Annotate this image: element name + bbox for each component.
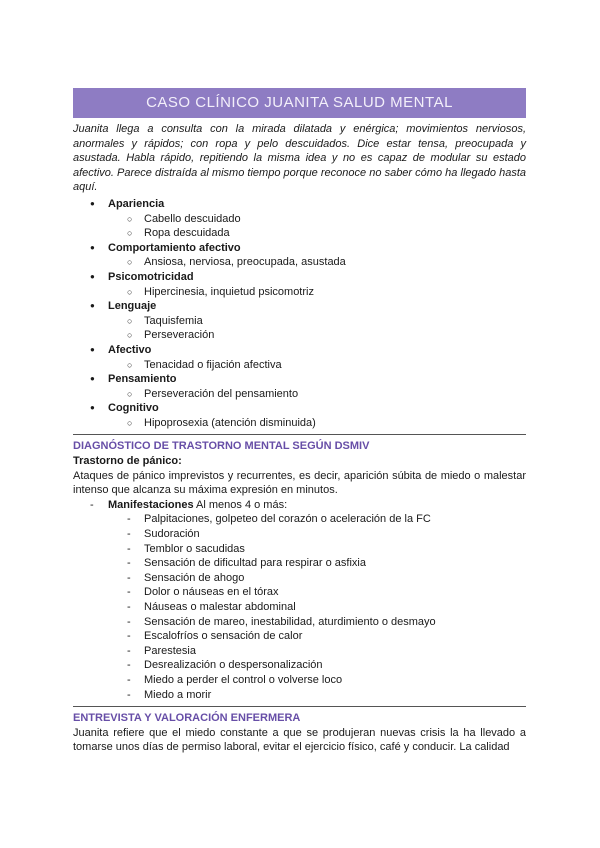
exam-sublist (108, 314, 526, 343)
exam-finding: ○ Tenacidad o fijación afectiva (108, 358, 526, 373)
exam-category-label: Comportamiento afectivo (108, 241, 241, 254)
section-divider (73, 706, 526, 707)
exam-category (73, 241, 526, 270)
diagnosis-heading: DIAGNÓSTICO DE TRASTORNO MENTAL SEGÚN DSMIV (73, 440, 370, 453)
exam-finding: ○ Perseveración del pensamiento (108, 387, 526, 402)
manifestation-item: - Parestesia (73, 644, 526, 659)
manifestations-list (73, 512, 526, 702)
exam-sublist (108, 416, 526, 431)
diagnosis-subheading: Trastorno de pánico: (73, 455, 182, 468)
exam-finding: ○ Cabello descuidado (108, 212, 526, 227)
manifestations-label: Manifestaciones (108, 498, 194, 511)
manifestation-item: - Náuseas o malestar abdominal (73, 600, 526, 615)
exam-category-label: Psicomotricidad (108, 270, 194, 283)
manifestation-item: - Escalofríos o sensación de calor (73, 629, 526, 644)
manifestation-item: - Miedo a perder el control o volverse loco (73, 673, 526, 688)
exam-category-label: Afectivo (108, 343, 152, 356)
exam-category (73, 343, 526, 372)
exam-finding: ○ Perseveración (108, 328, 526, 343)
manifestation-item: - Temblor o sacudidas (73, 542, 526, 557)
exam-category (73, 372, 526, 401)
exam-sublist (108, 212, 526, 241)
manifestation-item: - Sensación de dificultad para respirar o asfixia (73, 556, 526, 571)
exam-sublist (108, 387, 526, 402)
exam-finding: ○ Ansiosa, nerviosa, preocupada, asustada (108, 255, 526, 270)
exam-category-label: Apariencia (108, 197, 165, 210)
manifestation-item: - Desrealización o despersonalización (73, 658, 526, 673)
manifestations-note: Al menos 4 o más: (193, 498, 288, 511)
document-title: CASO CLÍNICO JUANITA SALUD MENTAL (73, 88, 526, 118)
exam-category-label: Pensamiento (108, 373, 177, 386)
interview-heading: ENTREVISTA Y VALORACIÓN ENFERMERA (73, 712, 301, 725)
manifestations-item (73, 498, 526, 513)
exam-category-label: Cognitivo (108, 402, 159, 415)
exam-list (73, 197, 526, 431)
exam-sublist (108, 285, 526, 300)
exam-finding: ○ Ropa descuidada (108, 226, 526, 241)
exam-category (73, 401, 526, 430)
document-page (73, 88, 526, 755)
diagnosis-text: Ataques de pánico imprevistos y recurrentes, es decir, aparición súbita de miedo o malestar intenso que alcanza su máxima expresión en minutos. (73, 469, 526, 497)
exam-category (73, 270, 526, 299)
exam-category-label: Lenguaje (108, 300, 157, 313)
manifestation-item: - Palpitaciones, golpeteo del corazón o aceleración de la FC (73, 512, 526, 527)
manifestation-item: - Sensación de ahogo (73, 571, 526, 586)
manifestation-item: - Sudoración (73, 527, 526, 542)
manifestation-item: - Dolor o náuseas en el tórax (73, 585, 526, 600)
exam-category (73, 197, 526, 241)
case-intro: Juanita llega a consulta con la mirada dilatada y enérgica; movimientos nerviosos, anormales y rápidos; con ropa y pelo descuidados. Dice estar tensa, preocupada y asustada. Habla rápido, repitiendo la misma idea y no es capaz de modular su estado afectivo. Parece distraída al mismo tiempo porque reconoce no saber cómo ha llegado hasta aquí. (73, 123, 526, 194)
exam-sublist (108, 255, 526, 270)
manifestation-item: - Sensación de mareo, inestabilidad, aturdimiento o desmayo (73, 615, 526, 630)
exam-finding: ○ Hipoprosexia (atención disminuida) (108, 416, 526, 431)
exam-category (73, 299, 526, 343)
section-divider (73, 434, 526, 435)
exam-finding: ○ Taquisfemia (108, 314, 526, 329)
exam-sublist (108, 358, 526, 373)
interview-text: Juanita refiere que el miedo constante a que se produjeran nuevas crisis la ha llevado a tomarse unos días de permiso laboral, evitar el ejercicio físico, café y conducir. La calidad (73, 726, 526, 754)
exam-finding: ○ Hipercinesia, inquietud psicomotriz (108, 285, 526, 300)
manifestation-item: - Miedo a morir (73, 688, 526, 703)
